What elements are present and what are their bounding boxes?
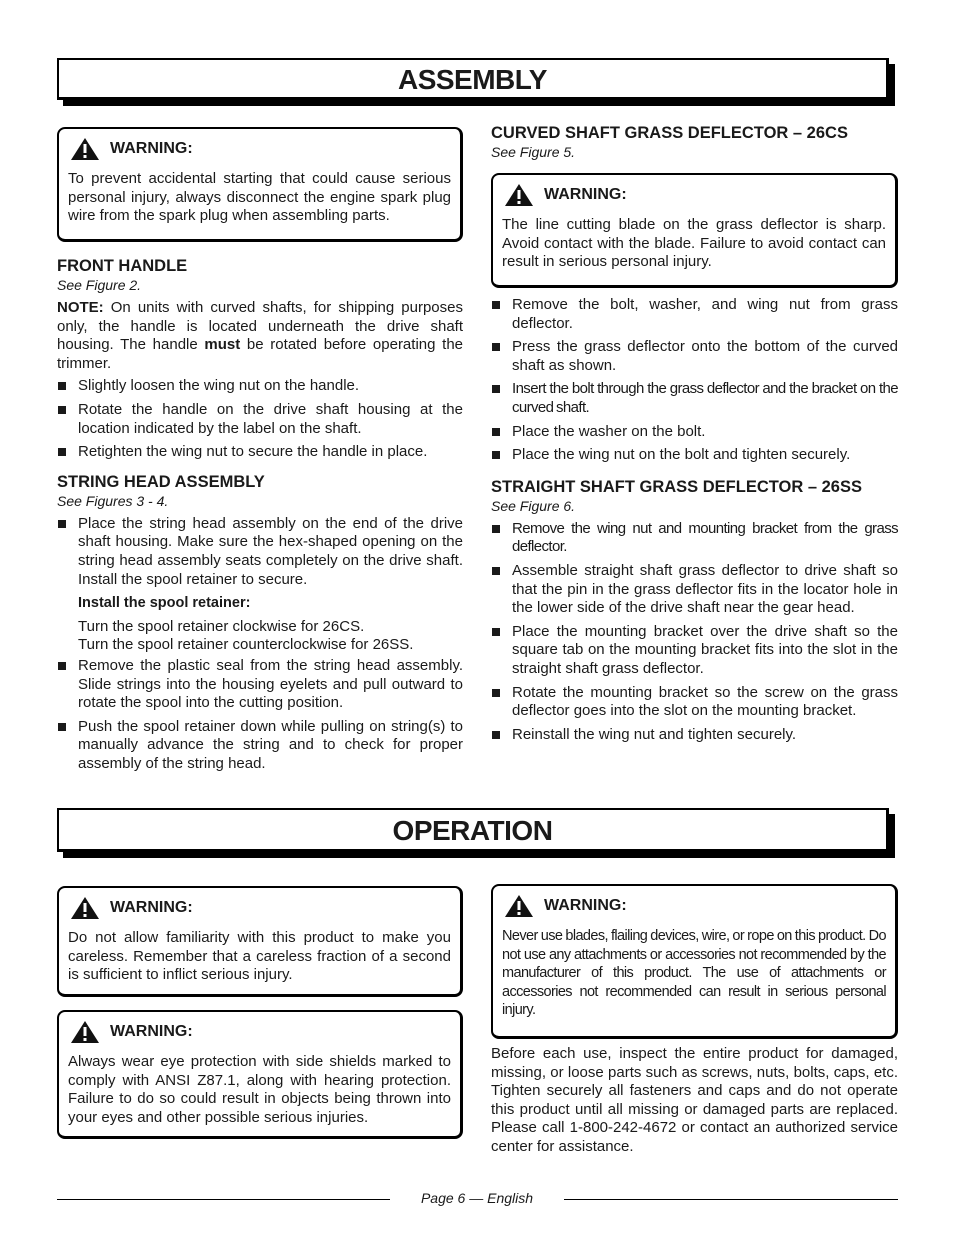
- spool-retainer-26ss: Turn the spool retainer counterclockwise for 26SS.: [78, 636, 414, 654]
- front-handle-heading: FRONT HANDLE: [57, 257, 188, 275]
- straight-deflector-steps: [491, 520, 898, 745]
- list-item: Slightly loosen the wing nut on the handle.: [57, 377, 463, 396]
- list-item: Rotate the mounting bracket so the screw on the grass deflector goes into the slot on the mounting bracket.: [491, 684, 898, 721]
- assembly-right-column: [491, 123, 898, 749]
- warning-text: Do not allow familiarity with this product to make you careless. Remember that a careless fraction of a second is sufficient to inflict serious injury.: [68, 929, 451, 984]
- page-footer: Page 6 — English: [420, 1190, 534, 1206]
- list-item: Place the mounting bracket over the drive shaft so the square tab on the mounting bracket fits into the slot in the straight shaft grass deflector.: [491, 623, 898, 679]
- warning-box: [57, 886, 463, 997]
- spool-retainer-heading: Install the spool retainer:: [78, 595, 251, 612]
- warning-box: [57, 127, 463, 242]
- list-item: Rotate the handle on the drive shaft housing at the location indicated by the label on the shaft.: [57, 401, 463, 438]
- warning-triangle-icon: [70, 1020, 100, 1044]
- warning-box: [491, 173, 898, 288]
- list-item: Remove the plastic seal from the string head assembly. Slide strings into the housing eyelets and pull outward to rotate the spool into the cutting position.: [57, 657, 463, 713]
- list-item: Insert the bolt through the grass deflector and the bracket on the curved shaft.: [491, 380, 898, 417]
- operation-title: OPERATION: [57, 808, 889, 852]
- list-item: Remove the wing nut and mounting bracket from the grass deflector.: [491, 520, 898, 557]
- operation-right-column: [491, 884, 898, 1157]
- operation-left-column: [57, 886, 463, 1139]
- front-handle-steps: [57, 377, 463, 461]
- list-item: Press the grass deflector onto the bottom of the curved shaft as shown.: [491, 338, 898, 375]
- list-item: Remove the bolt, washer, and wing nut from grass deflector.: [491, 296, 898, 333]
- assembly-title: ASSEMBLY: [57, 58, 889, 100]
- spool-retainer-instructions: [57, 594, 463, 655]
- straight-deflector-figure-ref: See Figure 6.: [491, 497, 576, 514]
- warning-box: [57, 1010, 463, 1139]
- list-item: Place the string head assembly on the end of the drive shaft housing. Make sure the hex-shaped opening on the string head assembly seats completely on the drive shaft. Install the spool retainer to secure.: [57, 515, 463, 589]
- list-item: Place the washer on the bolt.: [491, 423, 898, 442]
- footer-rule-left: [57, 1199, 390, 1200]
- inspection-paragraph: Before each use, inspect the entire product for damaged, missing, or loose parts such as screws, nuts, bolts, caps, etc. Tighten securely all fasteners and caps and do not operate this product until all missing or damaged parts are replaced. Please call 1-800-242-4672 or contact an authorized service center for assistance.: [491, 1045, 898, 1155]
- warning-triangle-icon: [70, 896, 100, 920]
- warning-triangle-icon: [70, 137, 100, 161]
- list-item: Place the wing nut on the bolt and tighten securely.: [491, 446, 898, 465]
- warning-text: Never use blades, flailing devices, wire, or rope on this product. Do not use any attachments or accessories not recommended by the manufacturer of this product. The use of attachments or accessories not recommended can result in serious personal injury.: [502, 928, 886, 1019]
- straight-deflector-heading: STRAIGHT SHAFT GRASS DEFLECTOR – 26SS: [491, 477, 862, 496]
- warning-label: WARNING:: [544, 185, 627, 203]
- curved-deflector-figure-ref: See Figure 5.: [491, 144, 576, 160]
- list-item: Push the spool retainer down while pulling on string(s) to manually advance the string and to check for proper assembly of the string head.: [57, 718, 463, 774]
- list-item: Reinstall the wing nut and tighten securely.: [491, 726, 898, 745]
- warning-label: WARNING:: [544, 896, 627, 914]
- front-handle-figure-ref: See Figure 2.: [57, 277, 142, 293]
- warning-text: The line cutting blade on the grass deflector is sharp. Avoid contact with the blade. Failure to avoid contact can result in serious personal injury.: [502, 216, 886, 271]
- front-handle-note: NOTE: On units with curved shafts, for shipping purposes only, the handle is located underneath the drive shaft housing. The handle must be rotated before operating the trimmer.: [57, 299, 464, 372]
- assembly-left-column: [57, 127, 463, 778]
- warning-box: [491, 884, 898, 1039]
- string-head-steps: [57, 515, 463, 589]
- warning-text: To prevent accidental starting that could cause serious personal injury, always disconnect the engine spark plug wire from the spark plug when assembling parts.: [68, 170, 451, 225]
- list-item: Retighten the wing nut to secure the handle in place.: [57, 443, 463, 462]
- warning-triangle-icon: [504, 894, 534, 918]
- warning-triangle-icon: [504, 183, 534, 207]
- warning-label: WARNING:: [110, 139, 193, 157]
- spool-retainer-26cs: Turn the spool retainer clockwise for 26CS.: [78, 617, 365, 635]
- string-head-heading: STRING HEAD ASSEMBLY: [57, 472, 265, 491]
- list-item: Assemble straight shaft grass deflector to drive shaft so that the pin in the grass deflector fits in the locator hole in the lower side of the drive shaft near the gear head.: [491, 562, 898, 618]
- curved-deflector-heading: CURVED SHAFT GRASS DEFLECTOR – 26CS: [491, 124, 848, 142]
- warning-text: Always wear eye protection with side shields marked to comply with ANSI Z87.1, along with hearing protection. Failure to do so could result in objects being thrown into your eyes and other possible serious injuries.: [68, 1053, 451, 1126]
- footer-rule-right: [564, 1199, 898, 1200]
- curved-deflector-steps: [491, 296, 898, 465]
- warning-label: WARNING:: [110, 1022, 193, 1040]
- string-head-figure-ref: See Figures 3 - 4.: [57, 492, 169, 509]
- warning-label: WARNING:: [110, 898, 193, 916]
